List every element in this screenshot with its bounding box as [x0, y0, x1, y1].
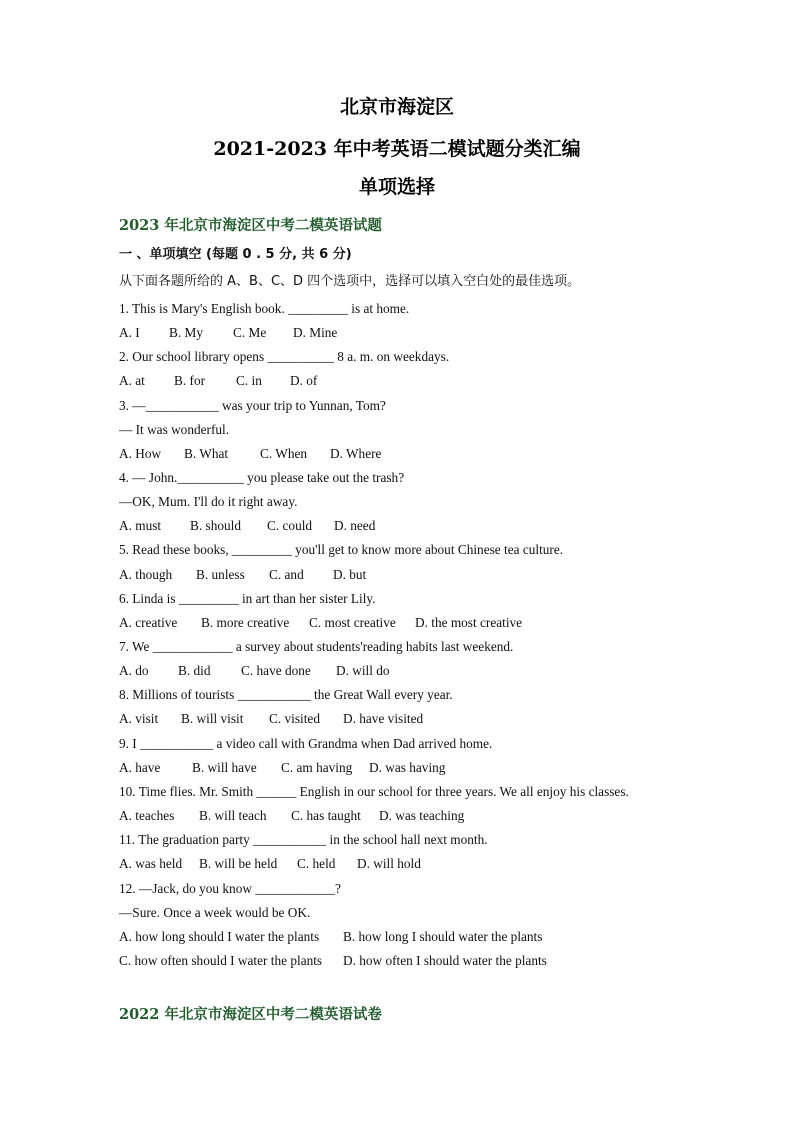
option-c: C. am having [281, 760, 353, 775]
question-5-stem: 5. Read these books, _________ you'll get to know more about Chinese tea culture. [119, 542, 564, 557]
option-d: D. will hold [357, 856, 421, 871]
question-2-stem: 2. Our school library opens __________ 8 a. m. on weekdays. [119, 349, 450, 364]
option-c: C. could [267, 518, 313, 533]
section-heading-2022: 2022 年北京市海淀区中考二模英语试卷 [119, 1006, 382, 1023]
option-c: C. visited [269, 711, 320, 726]
option-c: C. has taught [291, 808, 361, 823]
question-12-stem: 12. —Jack, do you know ____________? [119, 881, 341, 896]
option-d: D. have visited [343, 711, 424, 726]
option-a: A. must [119, 518, 162, 533]
option-a: A. do [119, 663, 149, 678]
option-c: C. in [236, 373, 262, 388]
option-b: B. how long I should water the plants [343, 929, 543, 944]
option-b: B. for [174, 373, 206, 388]
option-c: C. and [269, 567, 304, 582]
option-d: D. Where [330, 446, 382, 461]
option-b: B. will be held [199, 856, 278, 871]
option-a: A. have [119, 760, 161, 775]
option-a: A. teaches [119, 808, 175, 823]
option-b: B. should [190, 518, 241, 533]
option-a: A. I [119, 325, 140, 340]
option-b: B. will teach [199, 808, 267, 823]
question-11-stem: 11. The graduation party ___________ in the school hall next month. [119, 832, 488, 847]
option-d: D. need [334, 518, 376, 533]
question-4-stem: 4. — John.__________ you please take out the trash? [119, 470, 405, 485]
option-d: D. will do [336, 663, 390, 678]
option-d: D. Mine [293, 325, 338, 340]
option-b: B. will visit [181, 711, 244, 726]
option-b: B. My [169, 325, 203, 340]
option-d: D. was teaching [379, 808, 465, 823]
question-12-reply: —Sure. Once a week would be OK. [119, 905, 311, 920]
option-c: C. held [297, 856, 336, 871]
question-8-stem: 8. Millions of tourists ___________ the Great Wall every year. [119, 687, 453, 702]
option-a: A. creative [119, 615, 178, 630]
option-b: B. What [184, 446, 229, 461]
option-c: C. Me [233, 325, 267, 340]
option-a: A. how long should I water the plants [119, 929, 320, 944]
question-4-reply: —OK, Mum. I'll do it right away. [119, 494, 298, 509]
part-instruction: 从下面各题所给的 A、B、C、D 四个选项中，选择可以填入空白处的最佳选项。 [119, 274, 581, 289]
question-7-stem: 7. We ____________ a survey about students'reading habits last weekend. [119, 639, 514, 654]
part-heading: 一 、单项填空 (每题 0 . 5 分, 共 6 分) [119, 247, 352, 262]
option-a: A. at [119, 373, 145, 388]
option-b: B. did [178, 663, 211, 678]
option-d: D. the most creative [415, 615, 523, 630]
option-d: D. how often I should water the plants [343, 953, 547, 968]
question-6-stem: 6. Linda is _________ in art than her sister Lily. [119, 591, 376, 606]
option-a: A. though [119, 567, 173, 582]
option-c: C. how often should I water the plants [119, 953, 323, 968]
question-9-stem: 9. I ___________ a video call with Grandma when Dad arrived home. [119, 736, 493, 751]
doc-title-region: 北京市海淀区 [339, 96, 454, 118]
option-d: D. of [290, 373, 318, 388]
question-3-stem: 3. —___________ was your trip to Yunnan, Tom? [119, 398, 386, 413]
option-a: A. visit [119, 711, 159, 726]
question-10-stem: 10. Time flies. Mr. Smith ______ English in our school for three years. We all enjoy his classes. [119, 784, 629, 799]
doc-title-main: 2021-2023 年中考英语二模试题分类汇编 [213, 138, 581, 160]
option-c: C. have done [241, 663, 311, 678]
option-a: A. How [119, 446, 162, 461]
question-3-reply: — It was wonderful. [119, 422, 230, 437]
option-c: C. When [260, 446, 308, 461]
option-c: C. most creative [309, 615, 396, 630]
option-a: A. was held [119, 856, 183, 871]
question-1-stem: 1. This is Mary's English book. _________ is at home. [119, 301, 410, 316]
section-heading-2023: 2023 年北京市海淀区中考二模英语试题 [119, 217, 382, 234]
option-b: B. unless [196, 567, 245, 582]
option-d: D. but [333, 567, 367, 582]
option-b: B. will have [192, 760, 257, 775]
option-b: B. more creative [201, 615, 290, 630]
option-d: D. was having [369, 760, 446, 775]
doc-title-category: 单项选择 [358, 176, 435, 198]
